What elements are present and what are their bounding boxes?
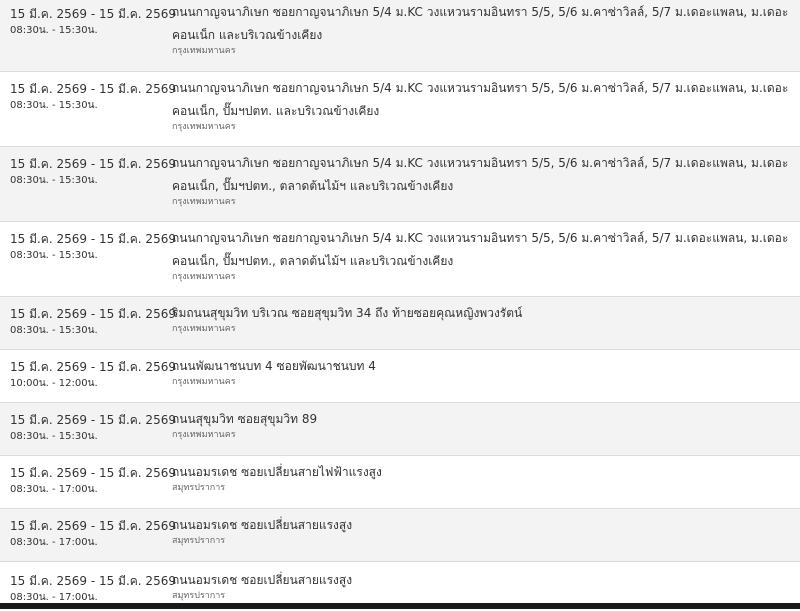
time-range: 08:30น. - 15:30น. xyxy=(10,325,98,336)
detail-column xyxy=(172,408,794,442)
date-column xyxy=(10,465,176,497)
district-text: กรุงเทพมหานคร xyxy=(172,430,236,440)
detail-column xyxy=(172,461,794,495)
date-column xyxy=(10,81,176,113)
list-item xyxy=(0,72,800,147)
district-text: สมุทรปราการ xyxy=(172,483,226,493)
date-column xyxy=(10,6,176,38)
time-range: 08:30น. - 17:00น. xyxy=(10,592,98,603)
location-text: ถนนพัฒนาชนบท 4 ซอยพัฒนาชนบท 4 xyxy=(172,359,376,373)
district-text: กรุงเทพมหานคร xyxy=(172,324,236,334)
list-item xyxy=(0,0,800,72)
detail-column xyxy=(172,302,794,336)
date-range: 15 มี.ค. 2569 - 15 มี.ค. 2569 xyxy=(10,574,176,588)
date-range: 15 มี.ค. 2569 - 15 มี.ค. 2569 xyxy=(10,519,176,533)
time-range: 08:30น. - 15:30น. xyxy=(10,100,98,111)
list-item xyxy=(0,509,800,562)
date-column xyxy=(10,573,176,605)
time-range: 08:30น. - 17:00น. xyxy=(10,537,98,548)
detail-column xyxy=(172,569,794,603)
date-column xyxy=(10,156,176,188)
time-range: 08:30น. - 15:30น. xyxy=(10,250,98,261)
date-column xyxy=(10,359,176,391)
date-column xyxy=(10,306,176,338)
location-text: ถนนกาญจนาภิเษก ซอยกาญจนาภิเษก 5/4 ม.KC วงแหวนรามอินทรา 5/5, 5/6 ม.คาซ่าวิลล์, 5/7 ม.เดอะแพลน, ม.เดอะคอนเน็ก และบริเวณข้างเคียง xyxy=(172,5,789,42)
list-item xyxy=(0,403,800,456)
list-item xyxy=(0,456,800,509)
location-text: ถนนกาญจนาภิเษก ซอยกาญจนาภิเษก 5/4 ม.KC วงแหวนรามอินทรา 5/5, 5/6 ม.คาซ่าวิลล์, 5/7 ม.เดอะแพลน, ม.เดอะคอนเน็ก, ปั๊มฯปตท., ตลาดต้นไม้ฯ และบริเวณข้างเคียง xyxy=(172,231,789,268)
location-text: ริมถนนสุขุมวิท บริเวณ ซอยสุขุมวิท 34 ถึง ท้ายซอยคุณหญิงพวงรัตน์ xyxy=(172,306,523,320)
location-text: ถนนกาญจนาภิเษก ซอยกาญจนาภิเษก 5/4 ม.KC วงแหวนรามอินทรา 5/5, 5/6 ม.คาซ่าวิลล์, 5/7 ม.เดอะแพลน, ม.เดอะคอนเน็ก, ปั๊มฯปตท. และบริเวณข้างเคียง xyxy=(172,81,789,118)
detail-column xyxy=(172,152,794,209)
date-range: 15 มี.ค. 2569 - 15 มี.ค. 2569 xyxy=(10,413,176,427)
time-range: 08:30น. - 15:30น. xyxy=(10,431,98,442)
detail-column xyxy=(172,227,794,284)
date-column xyxy=(10,231,176,263)
district-text: กรุงเทพมหานคร xyxy=(172,377,236,387)
date-range: 15 มี.ค. 2569 - 15 มี.ค. 2569 xyxy=(10,360,176,374)
date-range: 15 มี.ค. 2569 - 15 มี.ค. 2569 xyxy=(10,307,176,321)
location-text: ถนนกาญจนาภิเษก ซอยกาญจนาภิเษก 5/4 ม.KC วงแหวนรามอินทรา 5/5, 5/6 ม.คาซ่าวิลล์, 5/7 ม.เดอะแพลน, ม.เดอะคอนเน็ก, ปั๊มฯปตท., ตลาดต้นไม้ฯ และบริเวณข้างเคียง xyxy=(172,156,789,193)
time-range: 08:30น. - 17:00น. xyxy=(10,484,98,495)
date-column xyxy=(10,518,176,550)
window-bottom-edge xyxy=(0,603,800,609)
list-item xyxy=(0,297,800,350)
time-range: 08:30น. - 15:30น. xyxy=(10,175,98,186)
district-text: กรุงเทพมหานคร xyxy=(172,197,236,207)
list-item xyxy=(0,147,800,222)
time-range: 10:00น. - 12:00น. xyxy=(10,378,98,389)
location-text: ถนนอมรเดช ซอยเปลี่ยนสายไฟฟ้าแรงสูง xyxy=(172,465,382,479)
date-range: 15 มี.ค. 2569 - 15 มี.ค. 2569 xyxy=(10,7,176,21)
list-item xyxy=(0,350,800,403)
list-item xyxy=(0,222,800,297)
date-column xyxy=(10,412,176,444)
location-text: ถนนอมรเดช ซอยเปลี่ยนสายแรงสูง xyxy=(172,518,353,532)
detail-column xyxy=(172,1,794,58)
district-text: กรุงเทพมหานคร xyxy=(172,272,236,282)
time-range: 08:30น. - 15:30น. xyxy=(10,25,98,36)
district-text: สมุทรปราการ xyxy=(172,591,226,601)
detail-column xyxy=(172,514,794,548)
district-text: กรุงเทพมหานคร xyxy=(172,122,236,132)
date-range: 15 มี.ค. 2569 - 15 มี.ค. 2569 xyxy=(10,82,176,96)
detail-column xyxy=(172,355,794,389)
district-text: สมุทรปราการ xyxy=(172,536,226,546)
location-text: ถนนอมรเดช ซอยเปลี่ยนสายแรงสูง xyxy=(172,573,353,587)
date-range: 15 มี.ค. 2569 - 15 มี.ค. 2569 xyxy=(10,232,176,246)
district-text: กรุงเทพมหานคร xyxy=(172,46,236,56)
date-range: 15 มี.ค. 2569 - 15 มี.ค. 2569 xyxy=(10,157,176,171)
location-text: ถนนสุขุมวิท ซอยสุขุมวิท 89 xyxy=(172,412,318,426)
detail-column xyxy=(172,77,794,134)
date-range: 15 มี.ค. 2569 - 15 มี.ค. 2569 xyxy=(10,466,176,480)
